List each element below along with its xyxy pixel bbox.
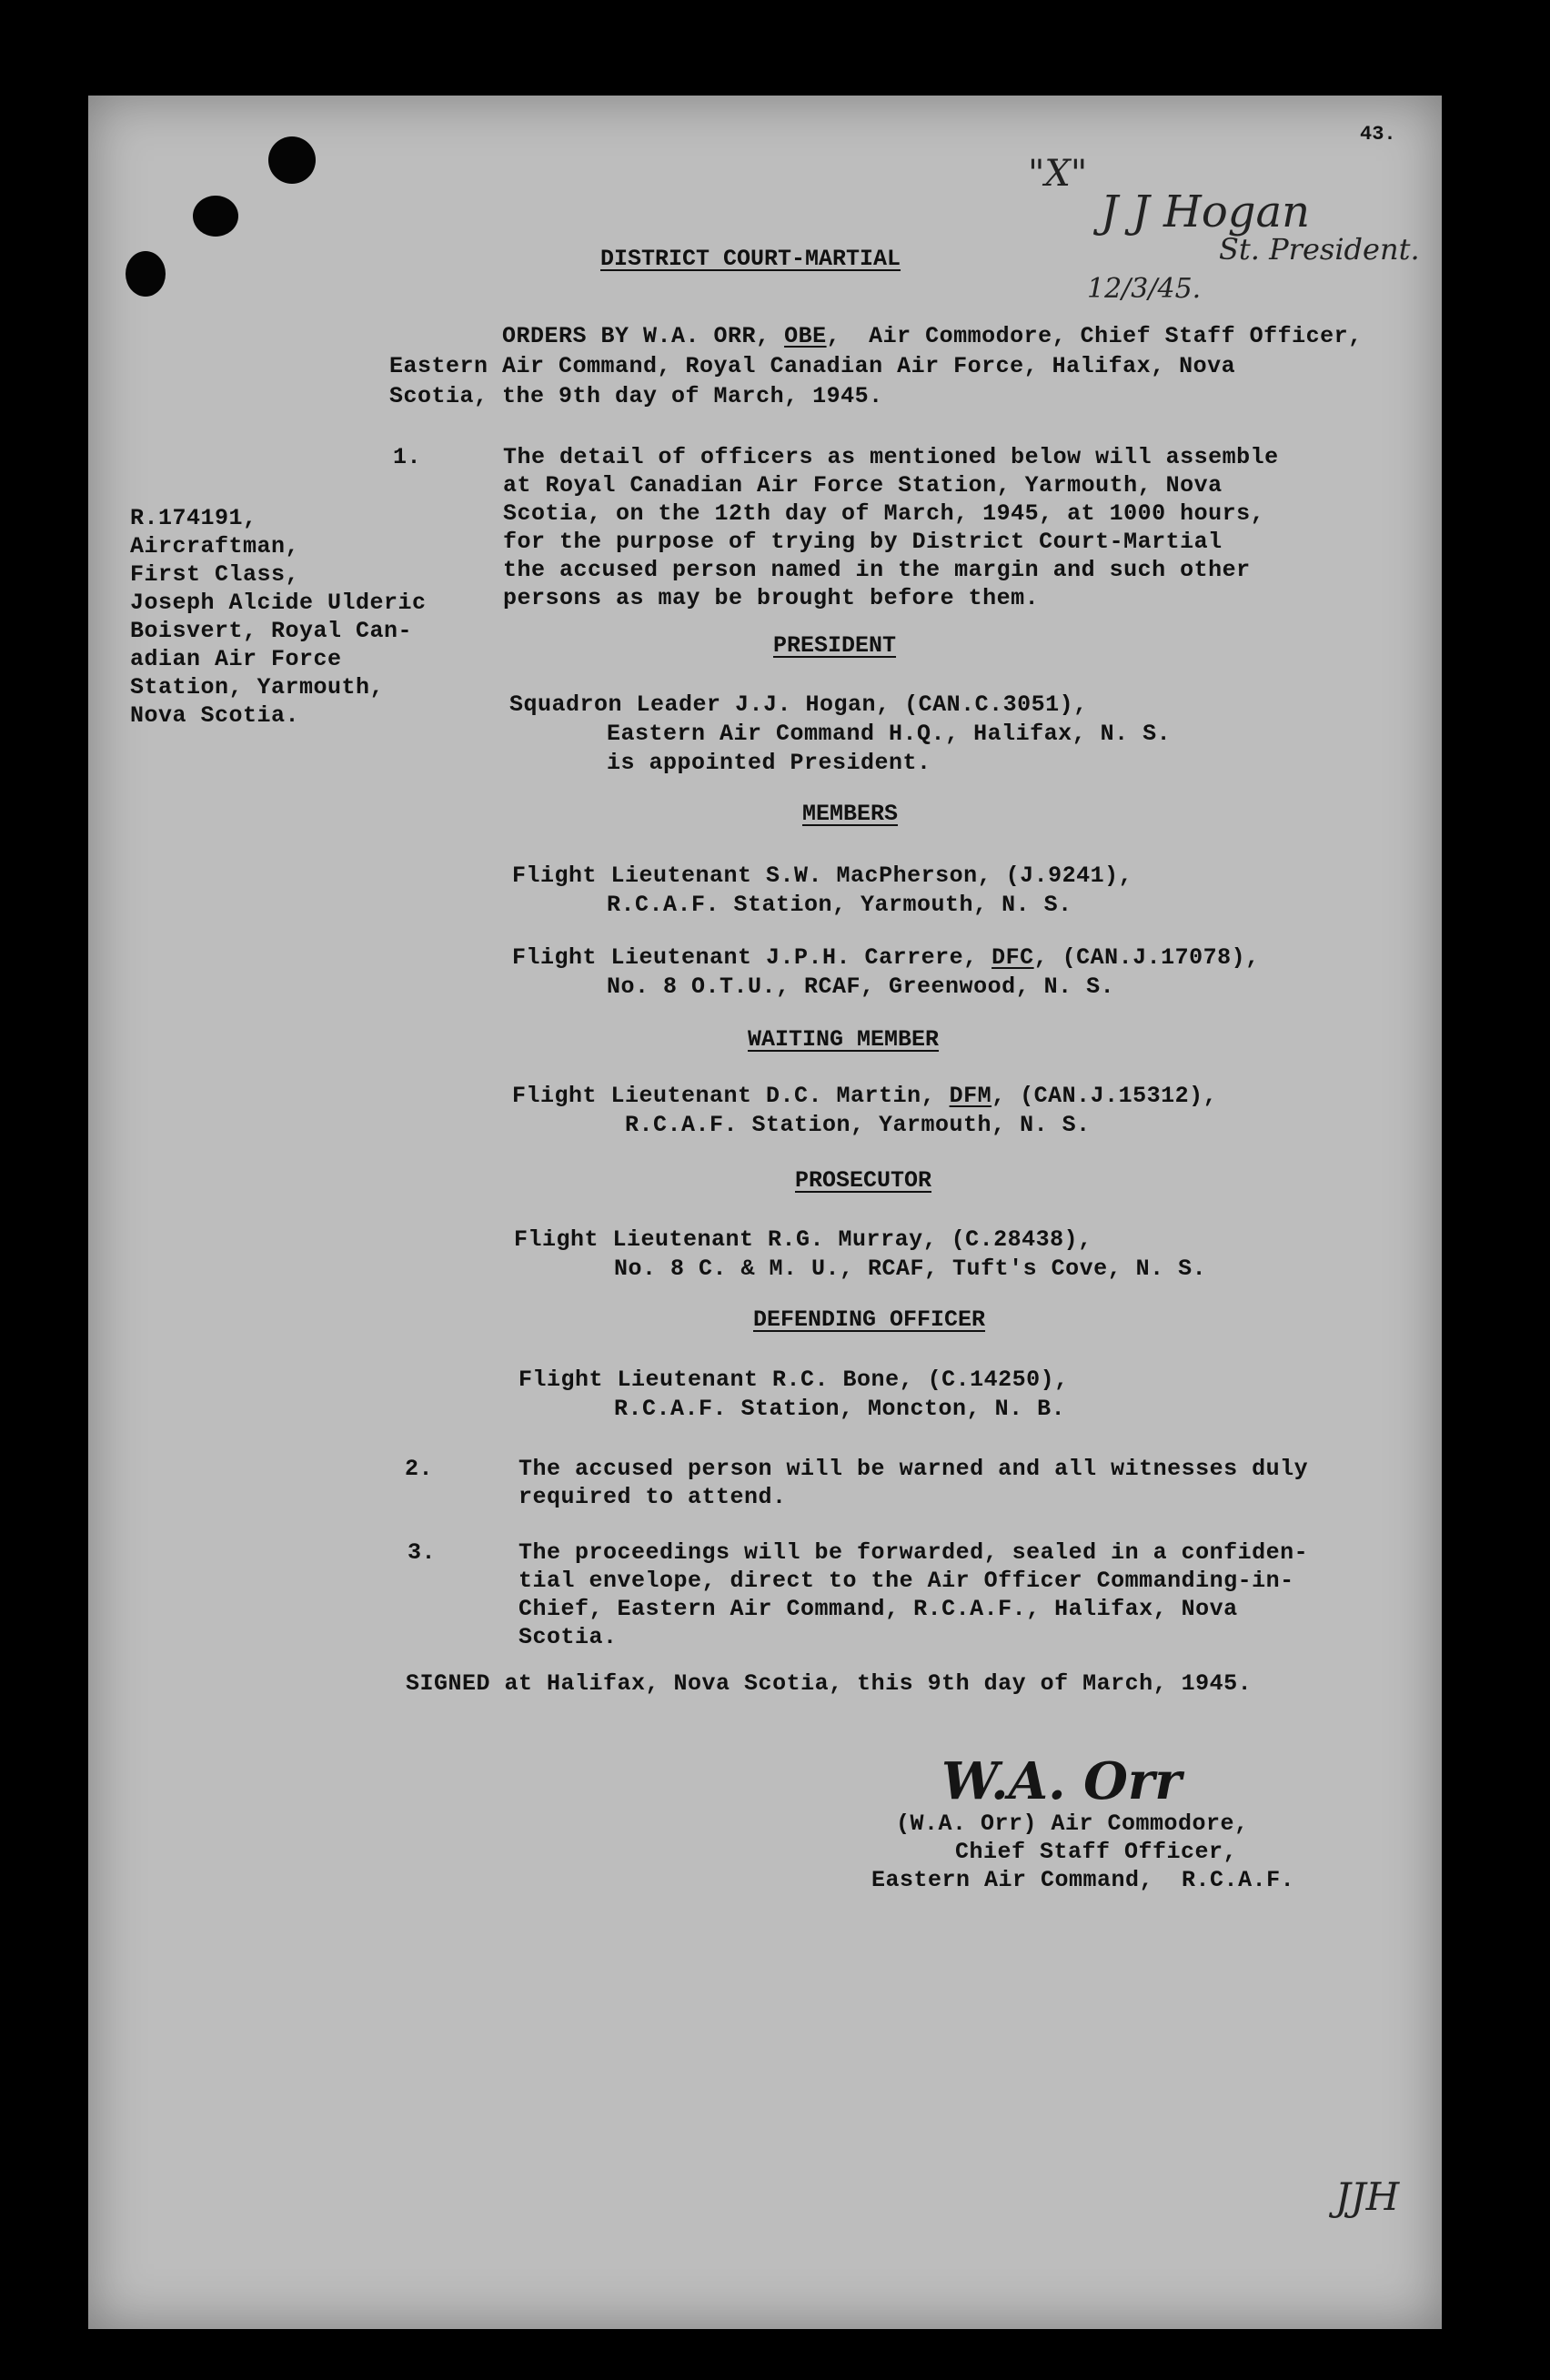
para-2-line-1: The accused person will be warned and all witnesses duly bbox=[518, 1456, 1309, 1482]
document-heading: DISTRICT COURT-MARTIAL bbox=[600, 246, 901, 272]
para-1-line-6: persons as may be brought before them. bbox=[503, 585, 1040, 611]
para-1-line-5: the accused person named in the margin and such other bbox=[503, 557, 1251, 583]
para-1-line-3: Scotia, on the 12th day of March, 1945, at 1000 hours, bbox=[503, 500, 1265, 527]
page-number: 43. bbox=[1360, 123, 1396, 146]
para-2-line-2: required to attend. bbox=[518, 1484, 787, 1510]
member-2-line-1: Flight Lieutenant J.P.H. Carrere, DFC, (CAN.J.17078), bbox=[512, 944, 1260, 971]
para-2-number: 2. bbox=[405, 1456, 434, 1482]
orders-line-3: Scotia, the 9th day of March, 1945. bbox=[389, 383, 883, 409]
handwritten-date: 12/3/45. bbox=[1087, 273, 1202, 305]
prosecutor-line-2: No. 8 C. & M. U., RCAF, Tuft's Cove, N. S. bbox=[614, 1256, 1207, 1282]
waiting-member-heading: WAITING MEMBER bbox=[748, 1026, 940, 1053]
defending-officer-line-1: Flight Lieutenant R.C. Bone, (C.14250), bbox=[518, 1366, 1069, 1393]
president-heading: PRESIDENT bbox=[773, 632, 897, 659]
margin-note-line-1: R.174191, bbox=[130, 505, 257, 531]
punch-hole-2 bbox=[193, 196, 238, 237]
signature-line-2: Chief Staff Officer, bbox=[955, 1839, 1238, 1865]
member-2-line-2: No. 8 O.T.U., RCAF, Greenwood, N. S. bbox=[607, 973, 1115, 1000]
margin-note-line-2: Aircraftman, bbox=[130, 533, 300, 560]
margin-note-line-7: Station, Yarmouth, bbox=[130, 674, 385, 701]
punch-hole-3 bbox=[126, 251, 166, 297]
para-3-line-4: Scotia. bbox=[518, 1624, 618, 1650]
hogan-signature-title: St. President. bbox=[1219, 232, 1420, 267]
para-1-line-1: The detail of officers as mentioned below will assemble bbox=[503, 444, 1279, 470]
president-line-1: Squadron Leader J.J. Hogan, (CAN.C.3051), bbox=[509, 691, 1088, 718]
margin-note-line-6: adian Air Force bbox=[130, 646, 342, 672]
hogan-signature: J J Hogan bbox=[1101, 187, 1311, 237]
prosecutor-heading: PROSECUTOR bbox=[795, 1167, 932, 1194]
para-1-number: 1. bbox=[393, 444, 422, 470]
para-3-number: 3. bbox=[408, 1539, 437, 1566]
defending-officer-line-2: R.C.A.F. Station, Moncton, N. B. bbox=[614, 1396, 1066, 1422]
para-3-line-2: tial envelope, direct to the Air Officer Commanding-in- bbox=[518, 1568, 1294, 1594]
orr-signature: W.A. Orr bbox=[941, 1751, 1182, 1811]
x-mark: "X" bbox=[1028, 153, 1088, 195]
punch-hole-1 bbox=[268, 136, 316, 184]
president-line-3: is appointed President. bbox=[607, 750, 931, 776]
para-3-line-1: The proceedings will be forwarded, sealed in a confiden- bbox=[518, 1539, 1309, 1566]
para-1-line-4: for the purpose of trying by District Court-Martial bbox=[503, 529, 1223, 555]
signed-line: SIGNED at Halifax, Nova Scotia, this 9th day of March, 1945. bbox=[406, 1670, 1253, 1697]
members-heading: MEMBERS bbox=[802, 801, 899, 827]
prosecutor-line-1: Flight Lieutenant R.G. Murray, (C.28438), bbox=[514, 1226, 1092, 1253]
document-page bbox=[88, 96, 1442, 2329]
signature-line-1: (W.A. Orr) Air Commodore, bbox=[896, 1810, 1249, 1837]
waiting-member-line-2: R.C.A.F. Station, Yarmouth, N. S. bbox=[625, 1112, 1091, 1138]
margin-note-line-8: Nova Scotia. bbox=[130, 702, 300, 729]
orders-line-1: ORDERS BY W.A. ORR, OBE, Air Commodore, Chief Staff Officer, bbox=[502, 323, 1363, 349]
orders-line-2: Eastern Air Command, Royal Canadian Air Force, Halifax, Nova bbox=[389, 353, 1236, 379]
para-1-line-2: at Royal Canadian Air Force Station, Yarmouth, Nova bbox=[503, 472, 1223, 499]
margin-note-line-4: Joseph Alcide Ulderic bbox=[130, 590, 427, 616]
para-3-line-3: Chief, Eastern Air Command, R.C.A.F., Halifax, Nova bbox=[518, 1596, 1238, 1622]
obe-honour: OBE bbox=[784, 323, 827, 349]
margin-note-line-3: First Class, bbox=[130, 561, 300, 588]
dfm-honour: DFM bbox=[949, 1083, 992, 1109]
defending-officer-heading: DEFENDING OFFICER bbox=[753, 1306, 986, 1333]
president-line-2: Eastern Air Command H.Q., Halifax, N. S. bbox=[607, 721, 1172, 747]
waiting-member-line-1: Flight Lieutenant D.C. Martin, DFM, (CAN.J.15312), bbox=[512, 1083, 1218, 1109]
member-1-line-2: R.C.A.F. Station, Yarmouth, N. S. bbox=[607, 892, 1072, 918]
signature-line-3: Eastern Air Command, R.C.A.F. bbox=[871, 1867, 1295, 1893]
margin-note-line-5: Boisvert, Royal Can- bbox=[130, 618, 413, 644]
dfc-honour: DFC bbox=[991, 944, 1034, 971]
bottom-initials: JJH bbox=[1335, 2174, 1400, 2219]
member-1-line-1: Flight Lieutenant S.W. MacPherson, (J.9241), bbox=[512, 862, 1133, 889]
